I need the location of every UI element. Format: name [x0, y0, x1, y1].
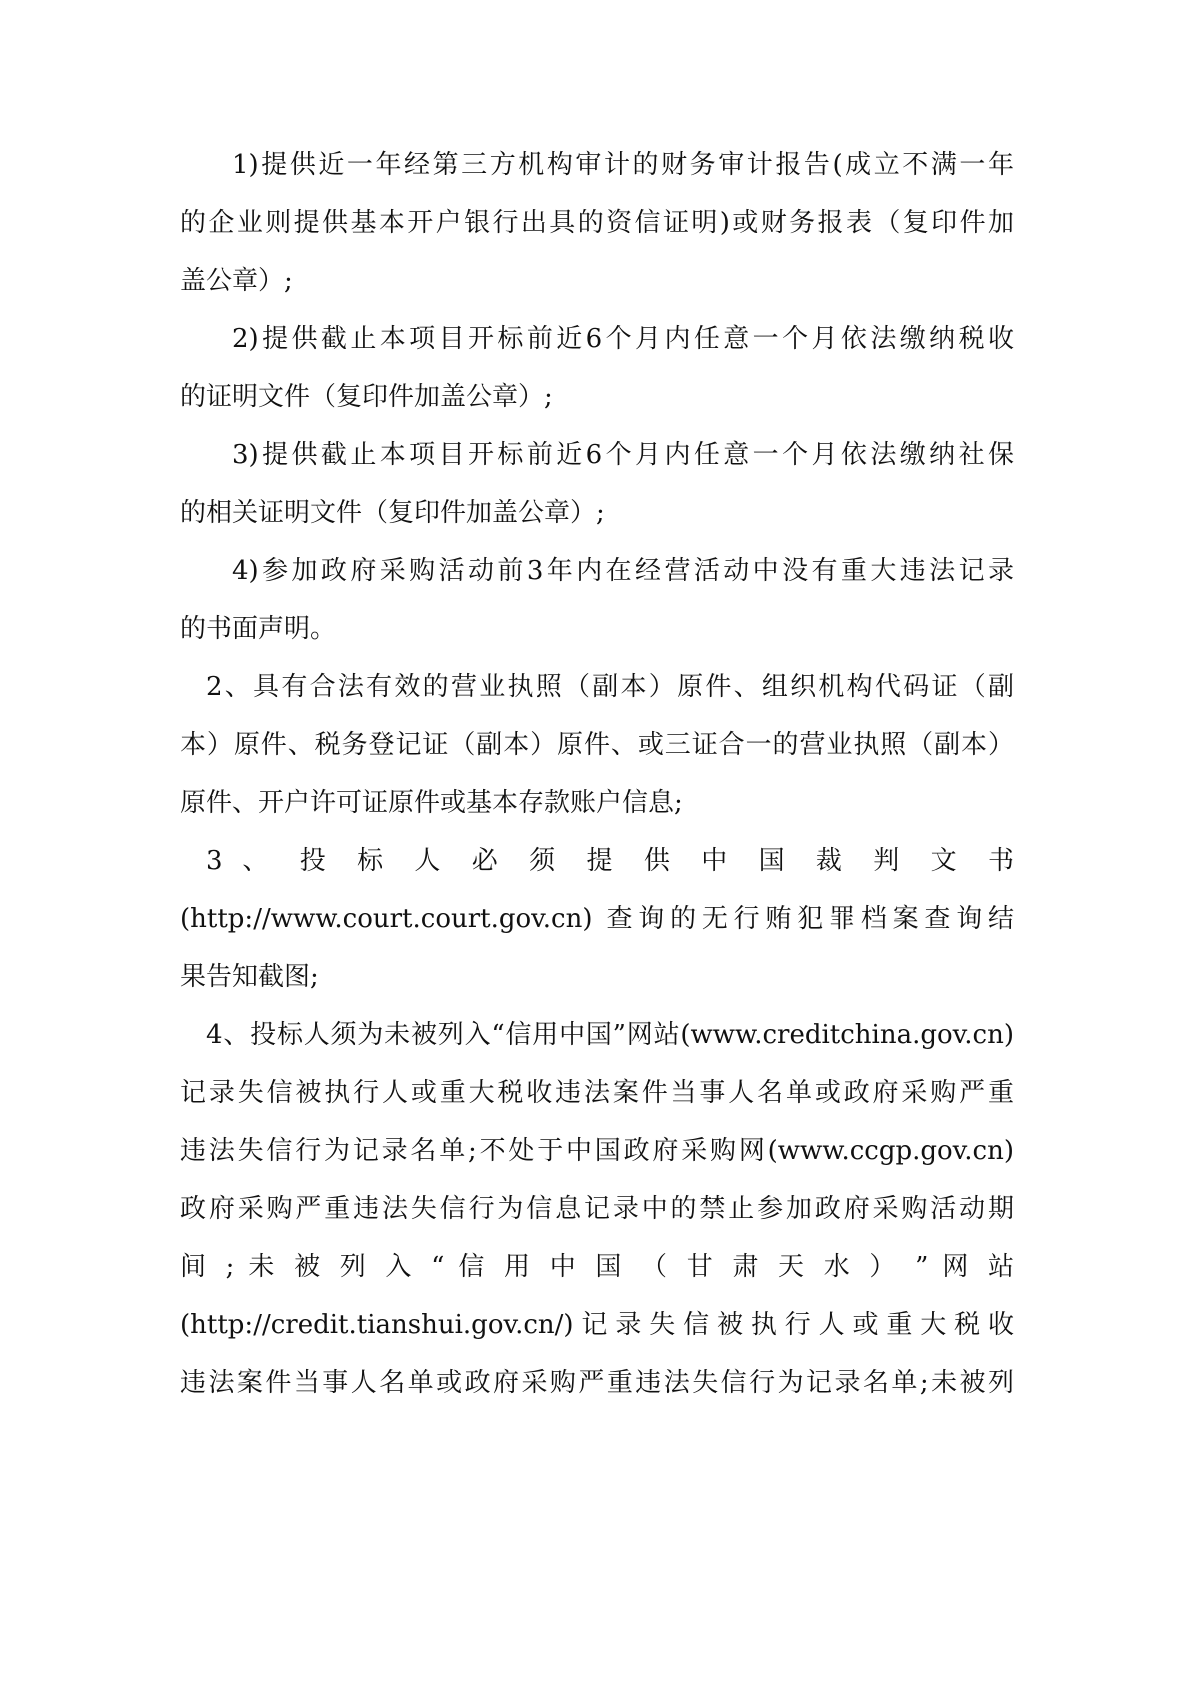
- text-line-5: 的证明文件（复印件加盖公章）;: [180, 382, 553, 412]
- text-line-10: 2、具有合法有效的营业执照（副本）原件、组织机构代码证（副: [206, 672, 1014, 702]
- text-line-3: 盖公章）;: [180, 266, 293, 296]
- text-line-14: (http://www.court.court.gov.cn) 查询的无行贿犯罪档案查询结: [180, 904, 1014, 934]
- text-line-1: 1)提供近一年经第三方机构审计的财务审计报告(成立不满一年: [232, 150, 1014, 180]
- text-line-17: 记录失信被执行人或重大税收违法案件当事人名单或政府采购严重: [180, 1078, 1014, 1108]
- text-line-19: 政府采购严重违法失信行为信息记录中的禁止参加政府采购活动期: [180, 1194, 1014, 1224]
- text-line-22: 违法案件当事人名单或政府采购严重违法失信行为记录名单;未被列: [180, 1368, 1014, 1398]
- text-line-11: 本）原件、税务登记证（副本）原件、或三证合一的营业执照（副本）: [180, 730, 1014, 760]
- text-line-21: (http://credit.tianshui.gov.cn/)记录失信被执行人或重大税收: [180, 1310, 1014, 1340]
- text-line-18: 违法失信行为记录名单;不处于中国政府采购网(www.ccgp.gov.cn): [180, 1136, 1014, 1166]
- text-line-2: 的企业则提供基本开户银行出具的资信证明)或财务报表（复印件加: [180, 208, 1014, 238]
- text-line-13: 3 、 投 标 人 必 须 提 供 中 国 裁 判 文 书: [206, 846, 1014, 876]
- text-line-6: 3)提供截止本项目开标前近6个月内任意一个月依法缴纳社保: [232, 440, 1014, 470]
- text-line-7: 的相关证明文件（复印件加盖公章）;: [180, 498, 605, 528]
- text-line-15: 果告知截图;: [180, 962, 319, 992]
- text-line-12: 原件、开户许可证原件或基本存款账户信息;: [180, 788, 683, 818]
- text-line-9: 的书面声明。: [180, 614, 337, 644]
- text-line-8: 4)参加政府采购活动前3年内在经营活动中没有重大违法记录: [232, 556, 1014, 586]
- text-line-4: 2)提供截止本项目开标前近6个月内任意一个月依法缴纳税收: [232, 324, 1014, 354]
- text-line-16: 4、投标人须为未被列入“信用中国”网站(www.creditchina.gov.cn): [206, 1020, 1014, 1050]
- text-line-20: 间 ; 未 被 列 入 “ 信 用 中 国 （ 甘 肃 天 水 ） ” 网 站: [180, 1252, 1014, 1282]
